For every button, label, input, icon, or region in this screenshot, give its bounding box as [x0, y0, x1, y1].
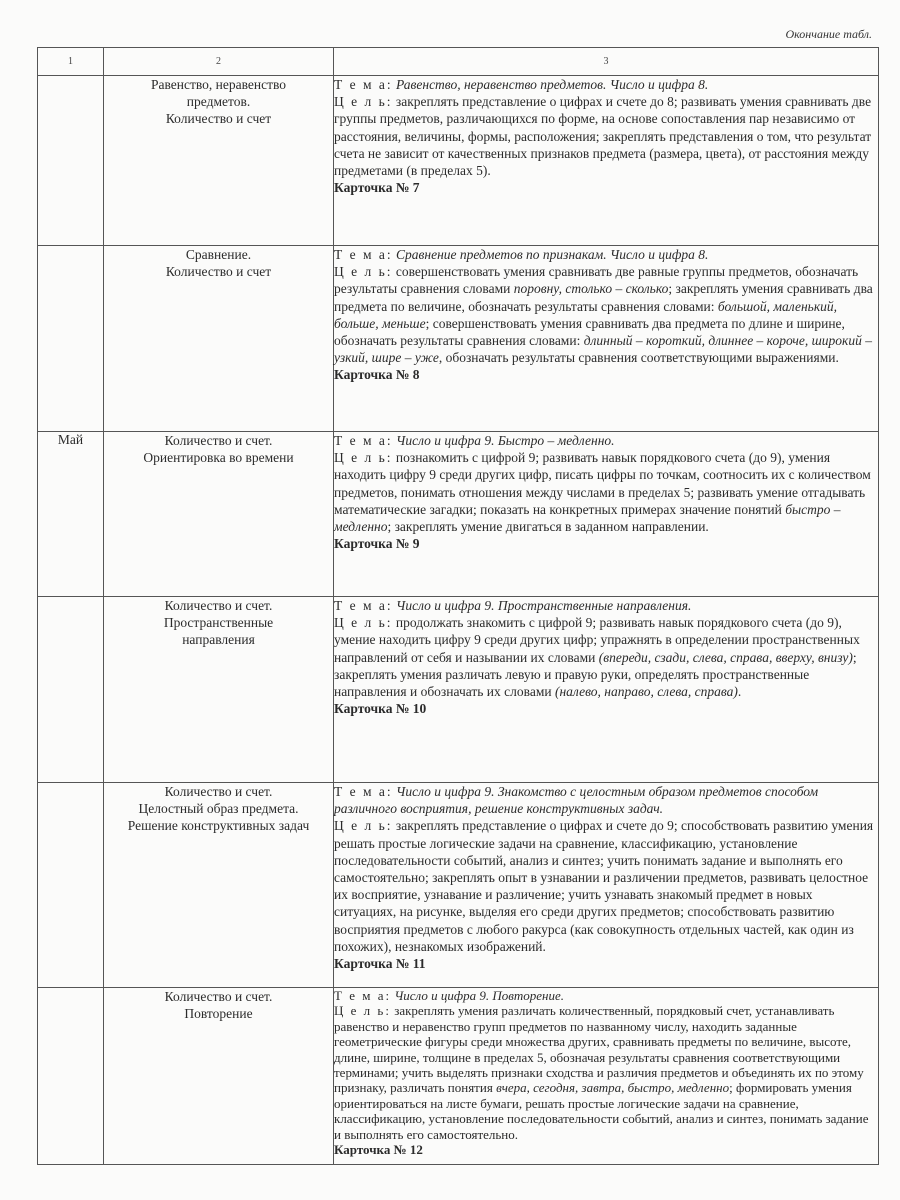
goal-label: Ц е л ь:	[334, 818, 393, 834]
header-col-1: 1	[38, 48, 104, 76]
theme-line	[334, 77, 708, 92]
goal-label: Ц е л ь:	[334, 94, 393, 110]
theme-label: Т е м а:	[334, 988, 392, 1003]
goal-text	[334, 450, 871, 534]
content-cell	[334, 988, 879, 1165]
theme-label: Т е м а:	[334, 247, 393, 262]
topic-cell	[104, 432, 334, 597]
topic-cell	[104, 597, 334, 783]
topic-line: Сравнение.	[185, 247, 252, 262]
topic-line: Количество и счет.	[164, 598, 273, 613]
topic-line: Количество и счет.	[164, 784, 273, 799]
table-continuation-caption: Окончание табл.	[785, 27, 872, 41]
goal-fragment: ; совершенствовать умения сравнивать два предмета по длине и ширине, обозначать результаты сравнения словами:	[334, 315, 845, 349]
content-cell	[334, 432, 879, 597]
theme-label: Т е м а:	[334, 598, 393, 613]
content-cell	[334, 597, 879, 783]
table-row	[38, 783, 879, 988]
goal-fragment: ; закреплять умения различать левую и правую руки, определять пространственные направления и обозначать их словами	[334, 649, 857, 700]
card-reference: Карточка № 12	[334, 1142, 423, 1158]
card-reference: Карточка № 7	[334, 180, 420, 196]
table-row	[38, 988, 879, 1165]
card-reference: Карточка № 9	[334, 536, 420, 552]
topic-line: Целостный образ предмета.	[138, 801, 299, 816]
topic-line: предметов.	[186, 94, 251, 109]
topic-line: направления	[182, 632, 255, 647]
theme-text: Сравнение предметов по признакам. Число и цифра 8.	[396, 247, 709, 262]
month-cell	[38, 246, 104, 432]
content-cell	[334, 783, 879, 988]
topic-line: Равенство, неравенство	[150, 77, 287, 92]
goal-emphasis: поровну, столько – сколько	[513, 281, 669, 297]
goal-fragment: ; закреплять умения сравнивать два предмета по величине, обозначать результаты сравнения словами:	[334, 281, 873, 314]
topic-cell	[104, 988, 334, 1165]
topic-line: Количество и счет.	[164, 433, 273, 448]
goal-emphasis: (впереди, сзади, слева, справа, вверху, внизу)	[598, 649, 853, 665]
theme-text: Число и цифра 9. Знакомство с целостным образом предметов способом различного восприятия, решение конструктивных задач.	[334, 784, 819, 817]
goal-text	[334, 94, 871, 178]
month-cell	[38, 988, 104, 1165]
topic-cell	[104, 783, 334, 988]
goal-emphasis: быстро – медленно	[334, 501, 841, 535]
goal-text	[334, 615, 860, 699]
topic-line: Количество и счет	[165, 264, 272, 279]
topic-line: Ориентировка во времени	[143, 450, 294, 465]
month-cell	[38, 597, 104, 783]
goal-fragment: закреплять представление о цифрах и счете до 8; развивать умения сравнивать две группы предметов, различающихся по форме, на основе сопоставления пар независимо от расстояния, величины, формы, расположения; закреплять представления о том, что результат счета не зависит от качественных признаков предмета (размера, цвета), от расстояния между предметами (в пределах 5).	[334, 94, 872, 179]
content-cell	[334, 246, 879, 432]
header-row	[38, 48, 879, 76]
theme-line	[334, 784, 818, 816]
goal-fragment: закреплять представление о цифрах и счете до 9; способствовать развитию умения решать простые логические задачи на сравнение, классификацию, установление последовательности событий, анализ и синтез; учить понимать задание и выполнять его самостоятельно; закреплять опыт в узнавании и различении предметов, развивать целостное их восприятие, узнавание и различение; учить узнавать знакомый предмет в новых ситуациях, на рисунке, выделяя его среди других предметов; способствовать развитию восприятия предметов с любого ракурса (как совокупность отдельных частей, как один из похожих), незнакомых изображений.	[334, 818, 874, 954]
goal-label: Ц е л ь:	[334, 264, 393, 280]
topic-cell	[104, 76, 334, 246]
header-col-3: 3	[334, 48, 879, 76]
goal-fragment: совершенствовать умения сравнивать две равные группы предметов, обозначать результаты сравнения словами	[334, 264, 859, 297]
theme-text: Число и цифра 9. Быстро – медленно.	[396, 433, 615, 448]
goal-label: Ц е л ь:	[334, 615, 393, 631]
goal-emphasis: (налево, направо, слева, справа)	[554, 684, 738, 700]
card-reference: Карточка № 11	[334, 956, 426, 972]
goal-emphasis: вчера, сегодня, завтра, быстро, медленно	[496, 1080, 730, 1096]
lesson-plan-table	[37, 47, 879, 1165]
topic-line: Пространственные	[163, 615, 274, 630]
theme-text: Число и цифра 9. Повторение.	[394, 988, 565, 1003]
topic-line: Количество и счет.	[164, 989, 273, 1004]
goal-fragment: познакомить с цифрой 9; развивать навык порядкового счета (до 9), умения находить цифру 9 среди других цифр, писать цифры по точкам, соотносить их с количеством предметов, понимать отношения между числами в пределах 5; развивать умение отгадывать математические загадки; показать на конкретных примерах значение понятий	[334, 450, 871, 517]
goal-label: Ц е л ь:	[334, 1003, 391, 1019]
goal-fragment: , обозначать результаты сравнения соответствующими выражениями.	[438, 350, 839, 366]
table-row	[38, 597, 879, 783]
goal-fragment: закреплять умения различать количественный, порядковый счет, устанавливать равенство и неравенство групп предметов по названному числу, находить заданные геометрические фигуры среди множества других, сравнивать предметы по величине, высоте, длине, ширине, толщине в пределах 5, обозначая результаты сравнения соответствующими терминами; учить выделять признаки сходства и различия предметов и объединять их по этому признаку, различать понятия	[334, 1003, 864, 1096]
theme-text: Число и цифра 9. Пространственные направления.	[396, 598, 692, 613]
goal-fragment: .	[737, 684, 742, 700]
goal-text	[334, 1003, 869, 1141]
card-reference: Карточка № 8	[334, 367, 420, 383]
month-cell	[38, 783, 104, 988]
month-cell: Май	[38, 432, 104, 597]
theme-label: Т е м а:	[334, 784, 393, 799]
goal-fragment: ; закреплять умение двигаться в заданном направлении.	[387, 519, 709, 535]
goal-emphasis: длинный – короткий, длиннее – короче, широкий – узкий, шире – уже	[334, 333, 872, 366]
goal-text	[334, 818, 873, 953]
goal-fragment: ; формировать умения ориентироваться на листе бумаги, решать простые логические задачи на сравнение, классификацию, установление последовательности событий, анализ и синтез, понимать задание и выполнять его самостоятельно.	[334, 1080, 869, 1142]
goal-text	[334, 264, 873, 365]
theme-text: Равенство, неравенство предметов. Число и цифра 8.	[396, 77, 709, 92]
theme-label: Т е м а:	[334, 433, 393, 448]
header-col-2: 2	[104, 48, 334, 76]
theme-line	[334, 598, 691, 613]
card-reference: Карточка № 10	[334, 701, 427, 717]
table-row	[38, 76, 879, 246]
theme-line	[334, 433, 615, 448]
table-row	[38, 432, 879, 597]
month-cell	[38, 76, 104, 246]
goal-emphasis: большой, маленький, больше, меньше	[334, 298, 838, 331]
table-row	[38, 246, 879, 432]
content-cell	[334, 76, 879, 246]
goal-fragment: продолжать знакомить с цифрой 9; развивать навык порядкового счета (до 9), умение находить цифру 9 среди других цифр; упражнять в определении пространственных направлений от себя и назывании их словами	[334, 615, 860, 665]
topic-line: Повторение	[184, 1006, 253, 1021]
theme-line	[334, 247, 708, 262]
theme-label: Т е м а:	[334, 77, 393, 92]
topic-line: Решение конструктивных задач	[127, 818, 310, 833]
theme-line	[334, 988, 564, 1003]
topic-line: Количество и счет	[165, 111, 272, 126]
goal-label: Ц е л ь:	[334, 450, 393, 466]
topic-cell	[104, 246, 334, 432]
